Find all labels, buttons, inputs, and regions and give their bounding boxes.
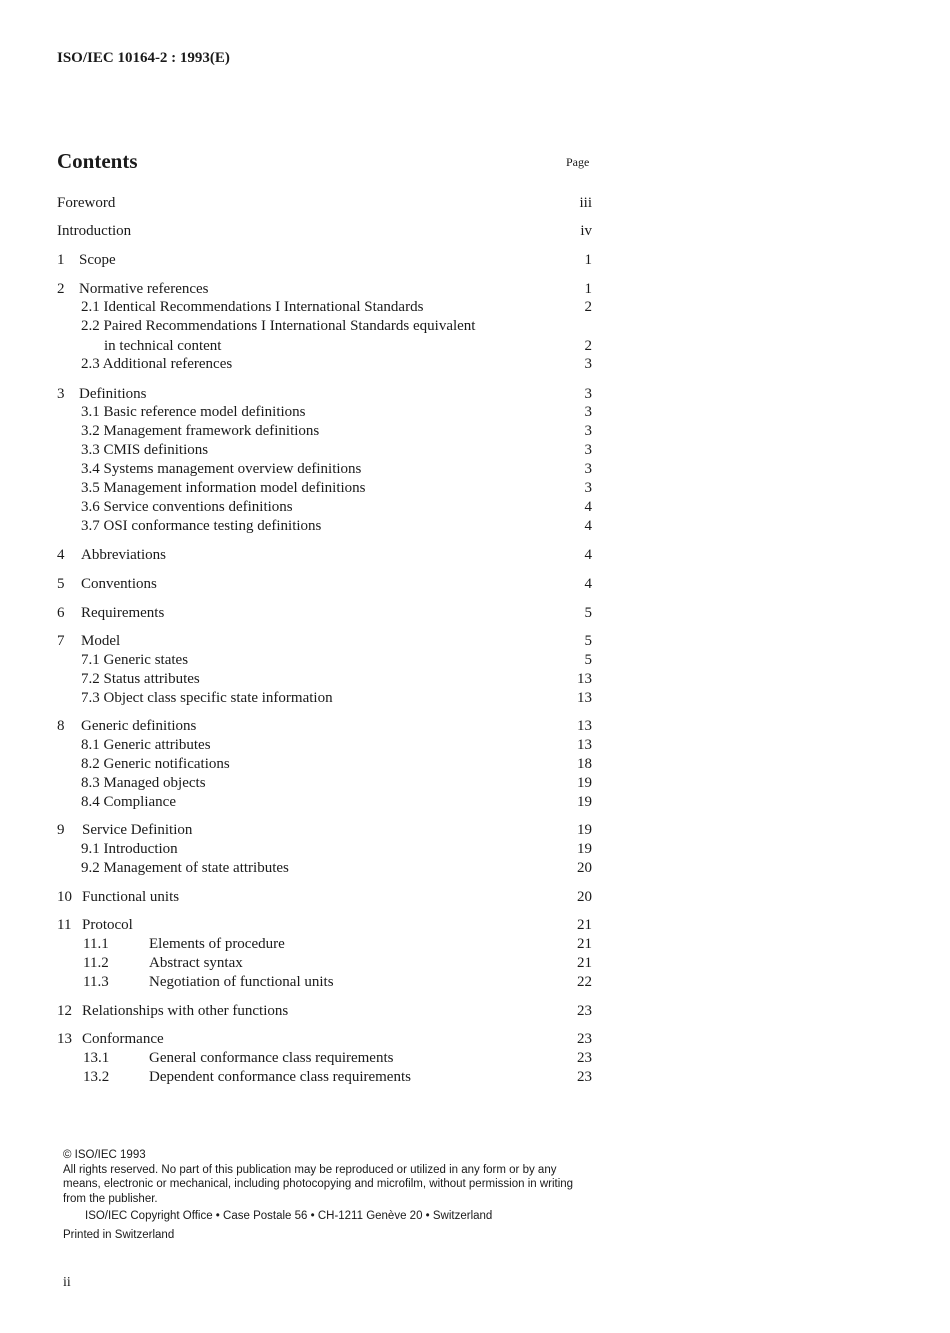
toc-entry-title: 3.3 CMIS definitions (81, 442, 209, 458)
toc-entry-title: General conformance class requirements (149, 1050, 394, 1066)
copyright-notice (63, 1148, 593, 1242)
toc-entry[interactable] (0, 546, 950, 565)
toc-entry-title: 2.2 Paired Recommendations I International Standards equivalent (81, 318, 476, 334)
toc-entry[interactable] (0, 194, 950, 213)
toc-entry[interactable] (0, 935, 950, 954)
toc-entry[interactable] (0, 888, 950, 907)
toc-entry-title: 8.1 Generic attributes (81, 737, 211, 753)
toc-entry[interactable] (0, 689, 950, 708)
toc-entry-page: 19 (577, 794, 592, 810)
toc-entry-number: 4 (57, 547, 65, 563)
toc-entry[interactable] (0, 774, 950, 793)
toc-entry-title: 3.5 Management information model definitions (81, 480, 366, 496)
toc-entry-title: Definitions (79, 386, 147, 402)
toc-entry[interactable] (0, 479, 950, 498)
toc-entry[interactable] (0, 317, 950, 336)
toc-entry-title: 3.6 Service conventions definitions (81, 499, 293, 515)
toc-entry[interactable] (0, 859, 950, 878)
toc-entry-page: 5 (584, 652, 592, 668)
toc-entry[interactable] (0, 736, 950, 755)
toc-entry[interactable] (0, 403, 950, 422)
toc-entry-title: 9.1 Introduction (81, 841, 178, 857)
toc-entry-title: Normative references (79, 281, 209, 297)
toc-entry-page: 21 (577, 936, 592, 952)
toc-entry[interactable] (0, 1068, 950, 1087)
toc-entry-title: 8.4 Compliance (81, 794, 176, 810)
toc-entry-number: 11.1 (83, 936, 109, 952)
contents-title: Contents (57, 149, 138, 173)
toc-entry[interactable] (0, 280, 950, 299)
toc-entry-number: 11 (57, 917, 72, 933)
toc-entry-number: 7 (57, 633, 65, 649)
toc-entry[interactable] (0, 251, 950, 270)
toc-entry-number: 3 (57, 386, 65, 402)
toc-entry-number: 12 (57, 1003, 72, 1019)
toc-entry-title: Functional units (82, 889, 180, 905)
toc-entry-title: Negotiation of functional units (149, 974, 334, 990)
toc-entry-page: 4 (584, 576, 592, 592)
toc-entry-page: 13 (577, 671, 592, 687)
toc-entry-number: 13 (57, 1031, 72, 1047)
printed-in: Printed in Switzerland (63, 1228, 175, 1241)
toc-entry-title: Generic definitions (81, 718, 197, 734)
toc-entry-page: 4 (584, 518, 592, 534)
toc-entry-page: 23 (577, 1031, 592, 1047)
toc-entry-page: 3 (584, 356, 592, 372)
page-column-label: Page (566, 155, 590, 169)
toc-entry-page: 3 (584, 480, 592, 496)
toc-entry[interactable] (0, 385, 950, 404)
toc-entry-title: 7.3 Object class specific state information (81, 690, 333, 706)
toc-entry-page: 19 (577, 775, 592, 791)
toc-entry-title: Scope (79, 252, 116, 268)
toc-entry-title: in technical content (104, 338, 222, 354)
toc-entry-page: 21 (577, 955, 592, 971)
toc-entry-title: 9.2 Management of state attributes (81, 860, 289, 876)
toc-entry[interactable] (0, 1002, 950, 1021)
toc-entry-title: Conformance (82, 1031, 164, 1047)
toc-entry-title: 7.2 Status attributes (81, 671, 200, 687)
toc-entry[interactable] (0, 916, 950, 935)
toc-entry[interactable] (0, 575, 950, 594)
toc-entry-page: 23 (577, 1069, 592, 1085)
toc-entry-page: iii (579, 195, 592, 211)
toc-entry-page: 3 (584, 442, 592, 458)
toc-entry[interactable] (0, 1049, 950, 1068)
toc-entry[interactable] (0, 717, 950, 736)
toc-entry-number: 8 (57, 718, 65, 734)
toc-entry-title: 7.1 Generic states (81, 652, 189, 668)
toc-entry-page: 23 (577, 1050, 592, 1066)
toc-entry[interactable] (0, 793, 950, 812)
toc-entry-title: 2.1 Identical Recommendations I International Standards (81, 299, 424, 315)
toc-entry-title: 8.2 Generic notifications (81, 756, 230, 772)
toc-entry-number: 5 (57, 576, 65, 592)
toc-entry-title: 3.4 Systems management overview definitions (81, 461, 362, 477)
toc-entry-title: Model (81, 633, 121, 649)
toc-entry-number: 1 (57, 252, 65, 268)
toc-entry-page: 13 (577, 718, 592, 734)
toc-entry-page: 21 (577, 917, 592, 933)
toc-entry[interactable] (0, 821, 950, 840)
toc-entry-page: 3 (584, 386, 592, 402)
toc-entry[interactable] (0, 460, 950, 479)
toc-entry[interactable] (0, 517, 950, 536)
toc-entry[interactable] (0, 355, 950, 374)
toc-entry-title: Conventions (81, 576, 157, 592)
toc-entry-page: 5 (584, 633, 592, 649)
toc-entry[interactable] (0, 422, 950, 441)
toc-entry-number: 11.3 (83, 974, 109, 990)
toc-entry-page: 20 (577, 889, 592, 905)
toc-entry-number: 2 (57, 281, 65, 297)
toc-entry[interactable] (0, 755, 950, 774)
toc-entry-number: 13.2 (83, 1069, 110, 1085)
page-number: ii (63, 1275, 71, 1290)
toc-entry-page: 3 (584, 423, 592, 439)
toc-entry-page: 13 (577, 737, 592, 753)
toc-entry[interactable] (0, 840, 950, 859)
toc-entry[interactable] (0, 670, 950, 689)
toc-entry[interactable] (0, 973, 950, 992)
toc-entry-page: 22 (577, 974, 592, 990)
toc-entry-number: 13.1 (83, 1050, 110, 1066)
toc-entry[interactable] (0, 441, 950, 460)
toc-entry-page: 2 (584, 338, 592, 354)
toc-entry[interactable] (0, 222, 950, 241)
toc-entry-page: 4 (584, 499, 592, 515)
toc-entry-title: 3.1 Basic reference model definitions (81, 404, 306, 420)
copyright-office: ISO/IEC Copyright Office • Case Postale 56 • CH-1211 Genève 20 • Switzerland (85, 1210, 493, 1222)
toc-entry[interactable] (0, 498, 950, 517)
toc-entry[interactable] (0, 954, 950, 973)
toc-entry-title: 2.3 Additional references (81, 356, 233, 372)
toc-entry-number: 10 (57, 889, 72, 905)
toc-entry-title: Introduction (57, 223, 132, 239)
copyright-year: © ISO/IEC 1993 (63, 1149, 146, 1161)
toc-entry-title: Dependent conformance class requirements (149, 1069, 411, 1085)
toc-entry-page: 3 (584, 461, 592, 477)
toc-entry-title: Abstract syntax (149, 955, 243, 971)
toc-entry-page: 1 (584, 252, 592, 268)
toc-entry-page: 1 (584, 281, 592, 297)
toc-entry-title: Foreword (57, 195, 116, 211)
toc-entry-page: 19 (577, 841, 592, 857)
toc-entry-page: 5 (584, 605, 592, 621)
toc-entry-title: Relationships with other functions (82, 1003, 289, 1019)
toc-entry-page: 20 (577, 860, 592, 876)
toc-entry[interactable] (0, 604, 950, 623)
toc-entry-title: Service Definition (82, 822, 193, 838)
toc-entry-title: 3.7 OSI conformance testing definitions (81, 518, 322, 534)
toc-entry-title: Protocol (82, 917, 133, 933)
toc-entry-title: Elements of procedure (149, 936, 285, 952)
toc-entry-page: 13 (577, 690, 592, 706)
toc-entry-title: 3.2 Management framework definitions (81, 423, 320, 439)
toc-entry[interactable] (0, 1030, 950, 1049)
toc-entry[interactable] (0, 632, 950, 651)
toc-entry[interactable] (0, 298, 950, 317)
toc-entry-number: 6 (57, 605, 65, 621)
toc-entry-title: 8.3 Managed objects (81, 775, 206, 791)
toc-entry-title: Requirements (81, 605, 165, 621)
toc-entry-page: 18 (577, 756, 592, 772)
toc-entry[interactable] (0, 337, 950, 356)
toc-entry-title: Abbreviations (81, 547, 166, 563)
toc-entry-page: 3 (584, 404, 592, 420)
toc-entry-page: 23 (577, 1003, 592, 1019)
document-header: ISO/IEC 10164-2 : 1993(E) (57, 50, 230, 66)
toc-entry-number: 11.2 (83, 955, 109, 971)
toc-entry-page: 19 (577, 822, 592, 838)
toc-entry-page: 2 (584, 299, 592, 315)
toc-entry-number: 9 (57, 822, 65, 838)
copyright-rights: All rights reserved. No part of this publication may be reproduced or utilized in any form or by any means, electronic or mechanical, including photocopying and microfilm, without permission in writing from the publisher. (63, 1163, 574, 1205)
toc-entry-page: 4 (584, 547, 592, 563)
toc-entry[interactable] (0, 651, 950, 670)
toc-entry-page: iv (580, 223, 592, 239)
